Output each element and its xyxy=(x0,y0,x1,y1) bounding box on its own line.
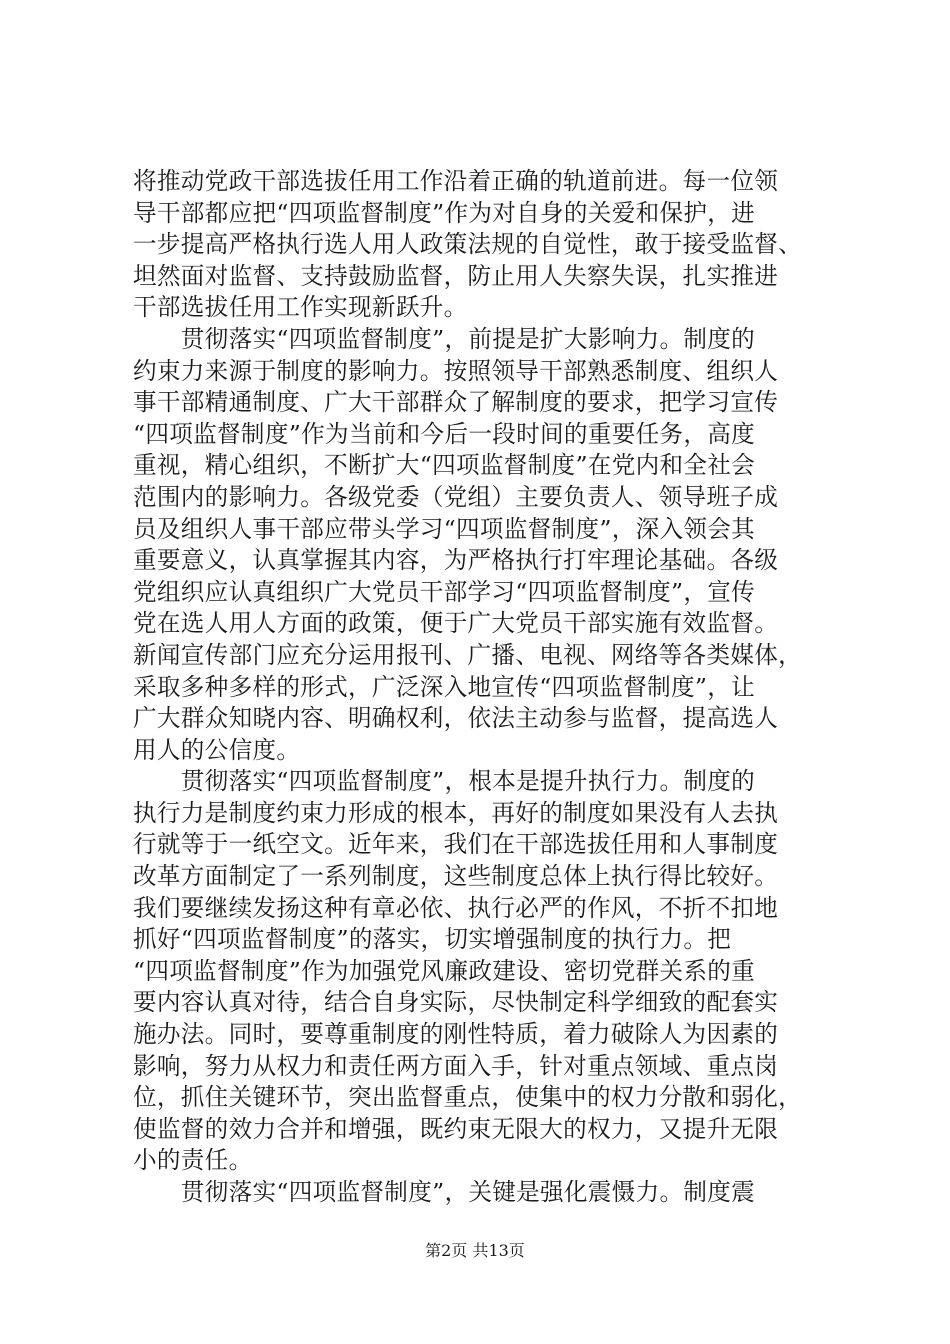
text-line: “四项监督制度”作为当前和今后一段时间的重要任务，高度 xyxy=(133,419,756,448)
text-line: 改革方面制定了一系列制度，这些制度总体上执行得比较好。 xyxy=(133,862,779,891)
text-line: 贯彻落实“四项监督制度”，关键是强化震慑力。制度震 xyxy=(133,1178,756,1206)
text-line: 党组织应认真组织广大党员干部学习“四项监督制度”，宣传 xyxy=(133,577,756,606)
text-line: 我们要继续发扬这种有章必依、执行必严的作风，不折不扣地 xyxy=(133,893,779,922)
text-line: 要内容认真对待，结合自身实际，尽快制定科学细致的配套实 xyxy=(133,988,779,1017)
text-line: 贯彻落实“四项监督制度”，前提是扩大影响力。制度的 xyxy=(133,324,756,353)
text-line: 行就等于一纸空文。近年来，我们在干部选拔任用和人事制度 xyxy=(133,830,779,859)
text-line: 小的责任。 xyxy=(133,1146,253,1175)
text-line: 施办法。同时，要尊重制度的刚性特质，着力破除人为因素的 xyxy=(133,1020,779,1049)
text-line: 执行力是制度约束力形成的根本，再好的制度如果没有人去执 xyxy=(133,798,779,827)
text-line: 约束力来源于制度的影响力。按照领导干部熟悉制度、组织人 xyxy=(133,356,779,385)
text-line: 采取多种多样的形式，广泛深入地宣传“四项监督制度”，让 xyxy=(133,672,756,701)
text-line: 广大群众知晓内容、明确权利，依法主动参与监督，提高选人 xyxy=(133,704,779,733)
text-line: 影响，努力从权力和责任两方面入手，针对重点领域、重点岗 xyxy=(133,1051,779,1080)
text-line: 党在选人用人方面的政策，便于广大党员干部实施有效监督。 xyxy=(133,609,779,638)
page-number-footer: 第2页 共13页 xyxy=(425,1241,525,1260)
text-line: 将推动党政干部选拔任用工作沿着正确的轨道前进。每一位领 xyxy=(133,167,779,195)
body-text xyxy=(133,166,853,1209)
text-line: 重视，精心组织，不断扩大“四项监督制度”在党内和全社会 xyxy=(133,451,756,480)
text-line: 范围内的影响力。各级党委（党组）主要负责人、领导班子成 xyxy=(133,482,779,511)
text-line: 员及组织人事干部应带头学习“四项监督制度”，深入领会其 xyxy=(133,514,756,543)
text-line: 事干部精通制度、广大干部群众了解制度的要求，把学习宣传 xyxy=(133,388,779,417)
text-line: 一步提高严格执行选人用人政策法规的自觉性，敢于接受监督、 xyxy=(133,230,803,259)
text-line: 干部选拔任用工作实现新跃升。 xyxy=(133,293,468,322)
text-line: 贯彻落实“四项监督制度”，根本是提升执行力。制度的 xyxy=(133,767,756,796)
text-line: 使监督的效力合并和增强，既约束无限大的权力，又提升无限 xyxy=(133,1114,779,1143)
text-line: 重要意义，认真掌握其内容，为严格执行打牢理论基础。各级 xyxy=(133,546,779,575)
text-line: 新闻宣传部门应充分运用报刊、广播、电视、网络等各类媒体， xyxy=(133,640,803,669)
text-line: 位，抓住关键环节，突出监督重点，使集中的权力分散和弱化， xyxy=(133,1083,803,1112)
text-line: 导干部都应把“四项监督制度”作为对自身的关爱和保护，进 xyxy=(133,198,756,227)
text-line: 坦然面对监督、支持鼓励监督，防止用人失察失误，扎实推进 xyxy=(133,261,779,290)
text-line: “四项监督制度”作为加强党风廉政建设、密切党群关系的重 xyxy=(133,956,756,985)
text-line: 用人的公信度。 xyxy=(133,735,301,764)
text-line: 抓好“四项监督制度”的落实，切实增强制度的执行力。把 xyxy=(133,925,732,954)
